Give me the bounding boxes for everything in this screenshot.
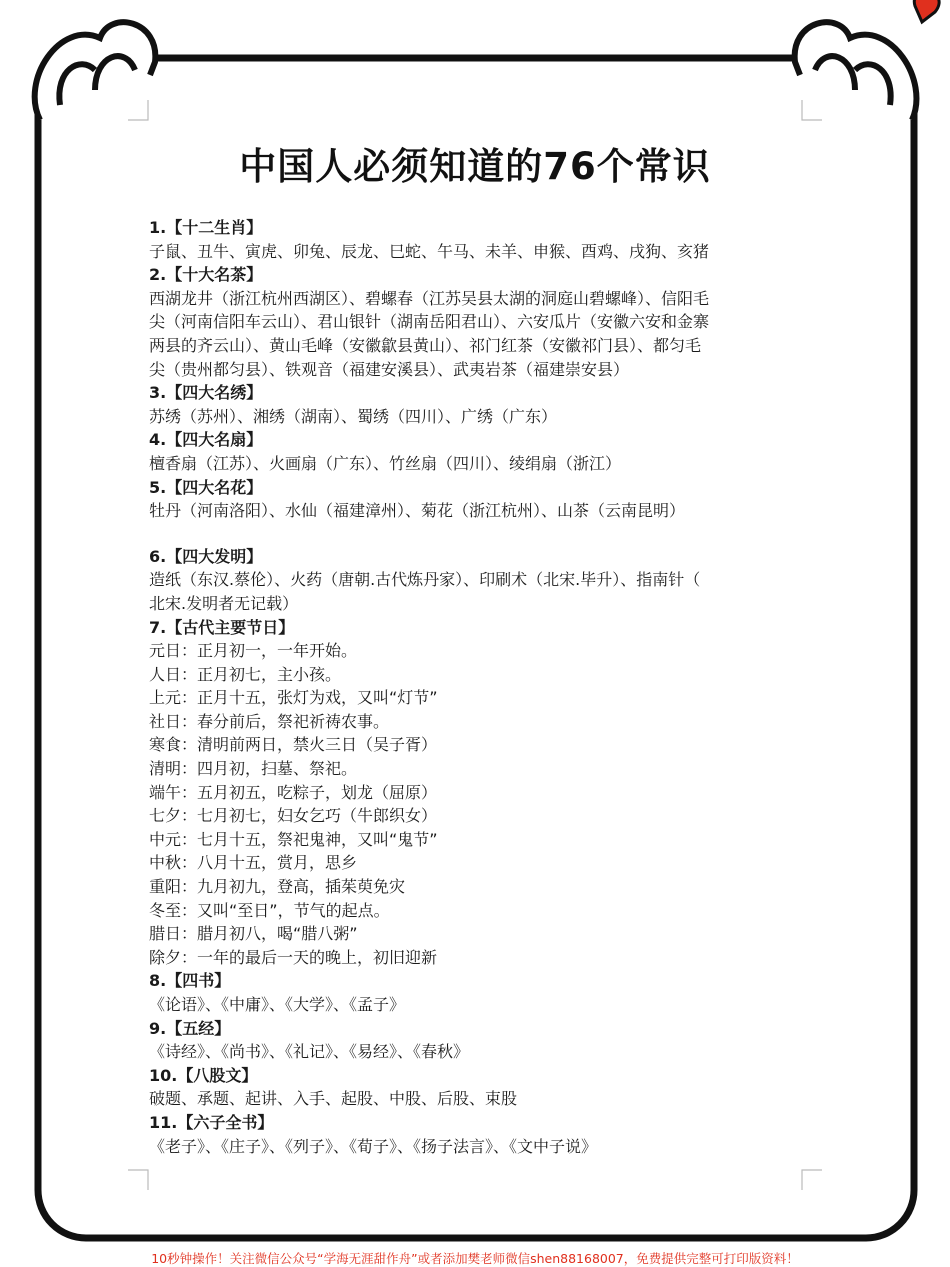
section-line: 中元：七月十五，祭祀鬼神，又叫“鬼节”: [149, 829, 438, 849]
section-line: 寒食：清明前两日，禁火三日（吴子胥）: [149, 735, 438, 755]
section-line: 社日：春分前后，祭祀祈祷农事。: [149, 711, 390, 731]
section-line: 冬至：又叫“至日”，节气的起点。: [149, 900, 390, 920]
section-line: 苏绣（苏州）、湘绣（湖南）、蜀绣（四川）、广绣（广东）: [149, 406, 558, 426]
section-line: 造纸（东汉.蔡伦）、火药（唐朝.古代炼丹家）、印刷术（北宋.毕升）、指南针（: [149, 570, 701, 590]
section-line: 牡丹（河南洛阳）、水仙（福建漳州）、菊花（浙江杭州）、山茶（云南昆明）: [149, 501, 686, 521]
section-line: 上元：正月十五，张灯为戏，又叫“灯节”: [149, 688, 438, 708]
section-line: 西湖龙井（浙江杭州西湖区）、碧螺春（江苏吴县太湖的洞庭山碧螺峰）、信阳毛: [149, 288, 710, 308]
section-line: 尖（贵州都匀县）、铁观音（福建安溪县）、武夷岩茶（福建崇安县）: [149, 359, 630, 379]
section-line: 北宋.发明者无记载）: [149, 593, 299, 613]
section-heading: 10.【八股文】: [149, 1065, 258, 1085]
section-line: 破题、承题、起讲、入手、起股、中股、后股、束股: [149, 1089, 518, 1109]
section-heading: 4.【四大名扇】: [149, 430, 263, 450]
content-body: [149, 216, 809, 1158]
section-line: 中秋：八月十五，赏月，思乡: [149, 853, 358, 873]
section-heading: 6.【四大发明】: [149, 546, 263, 566]
section-line: 元日：正月初一，一年开始。: [149, 641, 358, 661]
section-line: 两县的齐云山）、黄山毛峰（安徽歙县黄山）、祁门红茶（安徽祁门县）、都匀毛: [149, 335, 702, 355]
section-heading: 9.【五经】: [149, 1018, 231, 1038]
section-gap: [149, 523, 809, 545]
section-line: 《论语》、《中庸》、《大学》、《孟子》: [149, 995, 406, 1014]
left-curl-ornament: [35, 22, 156, 120]
section-heading: 5.【四大名花】: [149, 477, 263, 497]
section-line: 尖（河南信阳车云山）、君山银针（湖南岳阳君山）、六安瓜片（安徽六安和金寨: [149, 312, 710, 332]
section-heading: 1.【十二生肖】: [149, 218, 263, 237]
footer-note: 10秒钟操作！关注微信公众号“学海无涯甜作舟”或者添加樊老师微信shen88168007，免费提供完整可打印版资料！: [151, 1251, 799, 1266]
section-heading: 7.【古代主要节日】: [149, 617, 295, 637]
page-title: 中国人必须知道的76个常识: [239, 145, 711, 188]
section-line: 腊日：腊月初八，喝“腊八粥”: [149, 924, 358, 944]
section-line: 重阳：九月初九，登高，插茱萸免灾: [149, 877, 406, 897]
section-line: 子鼠、丑牛、寅虎、卯兔、辰龙、巳蛇、午马、未羊、申猴、酉鸡、戌狗、亥猪: [149, 241, 710, 261]
section-line: 端午：五月初五，吃粽子，划龙（屈原）: [149, 782, 438, 802]
heart-icon: [914, 0, 939, 22]
section-line: 《诗经》、《尚书》、《礼记》、《易经》、《春秋》: [149, 1042, 470, 1062]
section-line: 七夕：七月初七，妇女乞巧（牛郎织女）: [149, 806, 438, 826]
section-line: 除夕：一年的最后一天的晚上，初旧迎新: [149, 947, 438, 967]
section-heading: 3.【四大名绣】: [149, 383, 263, 403]
section-line: 清明：四月初，扫墓、祭祀。: [149, 759, 358, 779]
section-line: 《老子》、《庄子》、《列子》、《荀子》、《扬子法言》、《文中子说》: [149, 1136, 598, 1156]
section-line: 檀香扇（江苏）、火画扇（广东）、竹丝扇（四川）、绫绢扇（浙江）: [149, 453, 622, 473]
section-heading: 8.【四书】: [149, 971, 231, 991]
section-line: 人日：正月初七，主小孩。: [149, 664, 342, 684]
section-heading: 11.【六子全书】: [149, 1112, 274, 1132]
section-heading: 2.【十大名茶】: [149, 265, 263, 285]
right-curl-ornament: [795, 22, 917, 120]
